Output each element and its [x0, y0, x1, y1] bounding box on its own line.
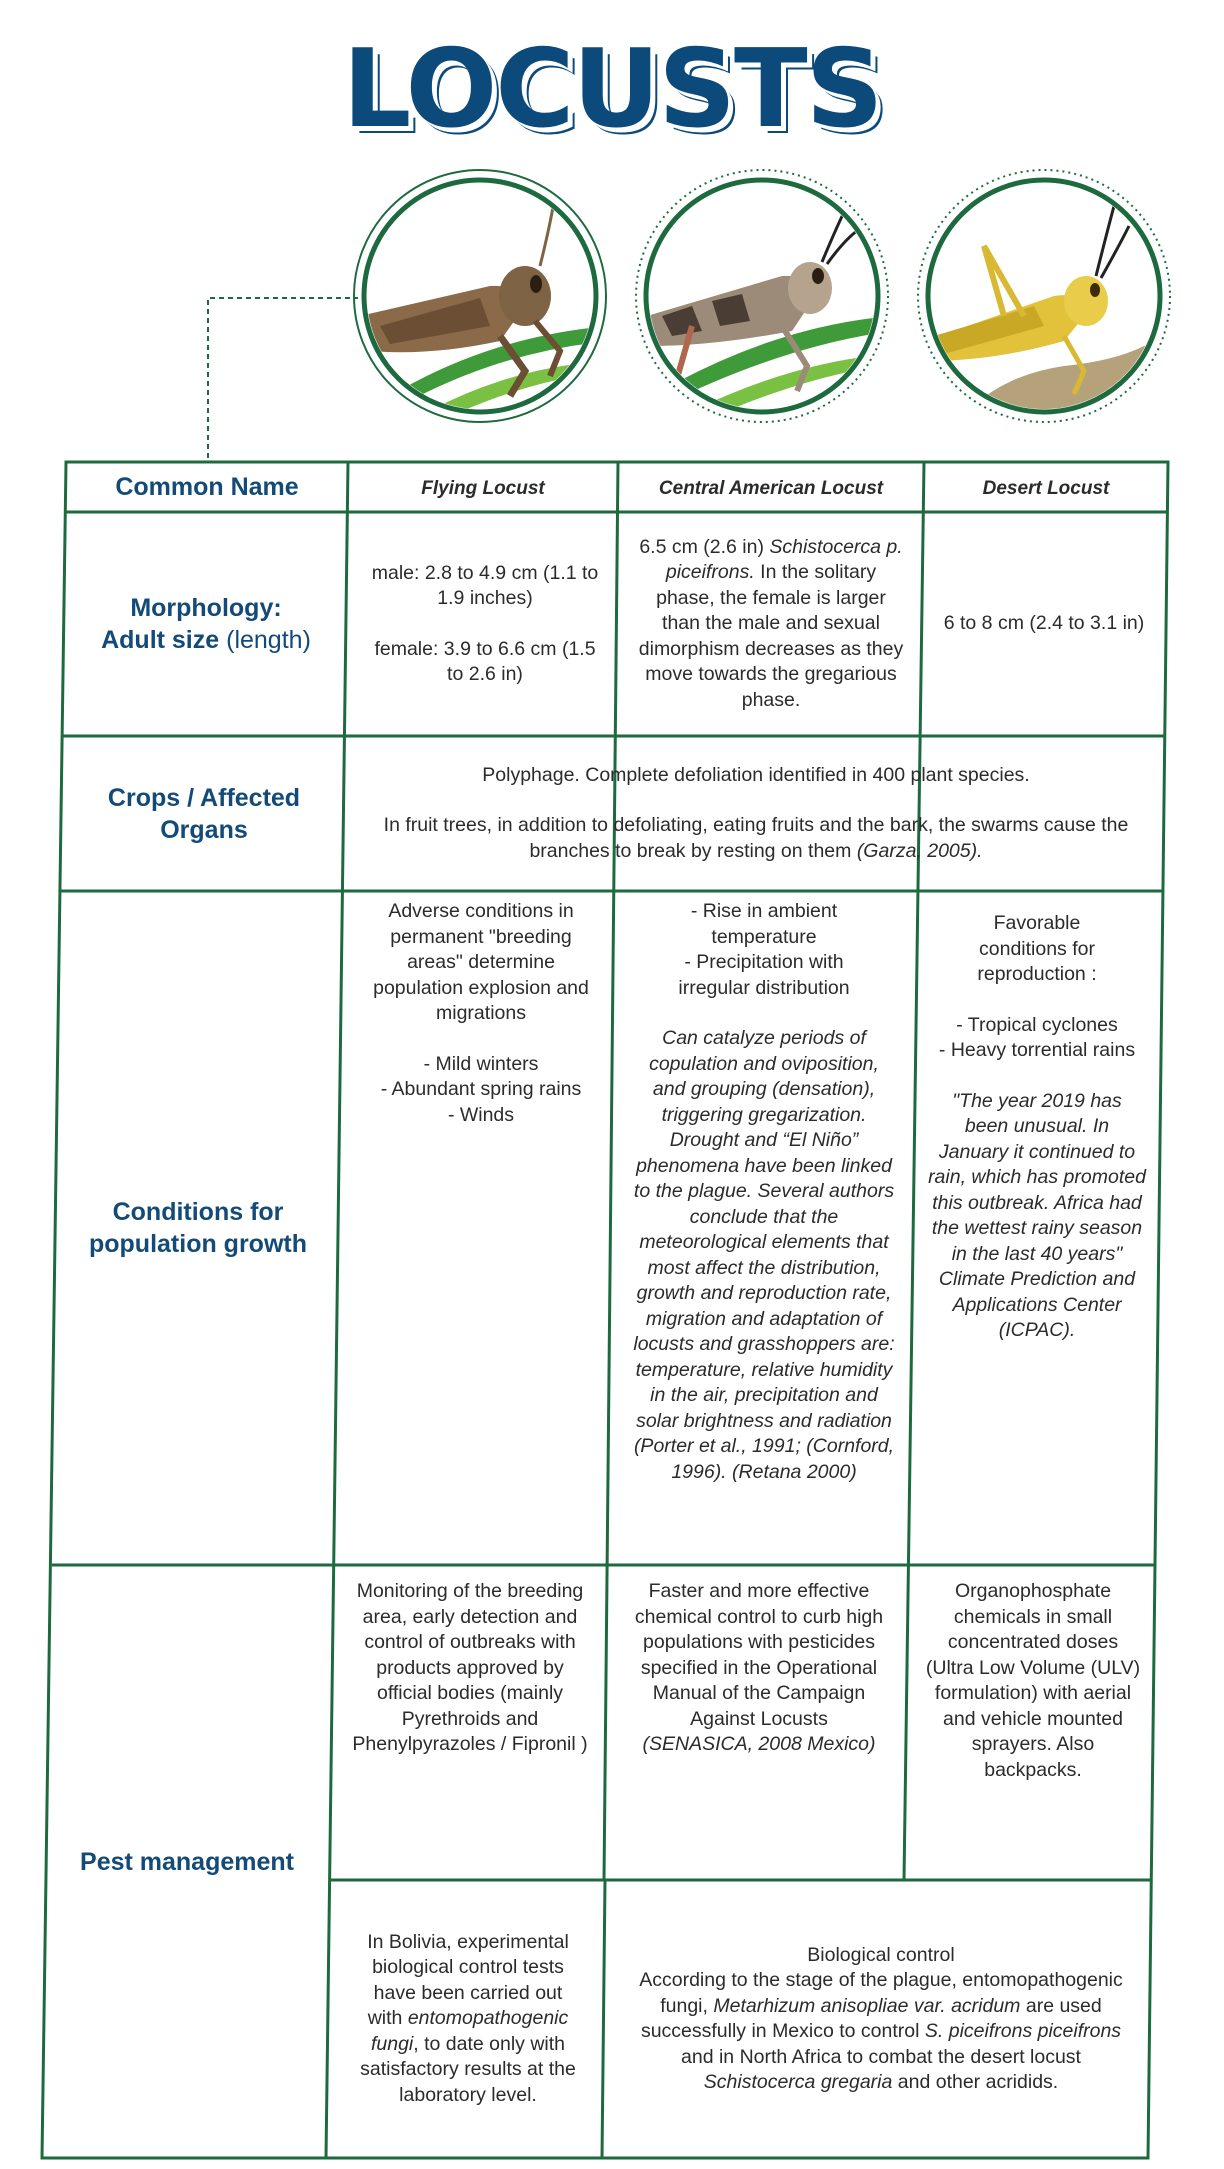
pest-bio-title: Biological control — [807, 1943, 955, 1966]
pest-flying: Monitoring of the breeding area, early detection and control of outbreaks with products approved by official bodies (mainly Pyrethroids and Phenylpyrazoles / Fipronil ) — [352, 1580, 588, 1755]
pest-desert: Organophosphate chemicals in small concentrated doses (Ultra Low Volume (ULV) formulation) with aerial and vehicle mounted sprayers. Also backpacks. — [925, 1580, 1141, 1781]
header-central-american-locust: Central American Locust — [658, 478, 884, 499]
conditions-desert-list: - Tropical cyclones - Heavy torrential rains — [938, 1013, 1136, 1061]
morphology-label-length: (length) — [226, 626, 311, 654]
morphology-flying-male: male: 2.8 to 4.9 cm (1.1 to 1.9 inches) — [371, 561, 599, 609]
header-common-name: Common Name — [115, 473, 299, 501]
pest-bio-g: and other acridids. — [897, 2071, 1059, 2093]
morphology-label-main: Morphology: — [130, 594, 282, 622]
crops-description — [350, 738, 1162, 889]
pest-bolivia — [340, 1882, 596, 2156]
pest-bio-c: are used successfully in Mexico to control — [640, 1994, 1102, 2042]
pest-central-text: Faster and more effective chemical control to curb high populations with pesticides specified in the Operational Manual of the Campaign Against Locusts — [634, 1580, 884, 1730]
morphology-central-species: Schistocerca p. piceifrons. — [665, 535, 903, 584]
pest-central — [616, 1567, 902, 1878]
header-flying-locust: Flying Locust — [421, 478, 545, 499]
conditions-central-note: Can catalyze periods of copulation and oviposition, and grouping (densation), triggering gregarization. Drought and “El Niño” phenomena have been linked to the plague. Several authors conclude that the meteorological elements that most affect the distribution, growth and reproduction rate, migration and adaptation of locusts and grasshoppers are: temperature, relative humidity in the air, precipitation and solar brightness and radiation (Porter et al., 1991; (Cornford, 1996). (Retana 2000) — [633, 1027, 895, 1483]
crops-line-1: Polyphage. Complete defoliation identified in 400 plant species. — [482, 763, 1030, 786]
crops-line-2: In fruit trees, in addition to defoliating, eating fruits and the bark, the swarms cause the branches to break by resting on them — [383, 814, 1129, 862]
conditions-desert-intro: Favorable conditions for reproduction : — [977, 912, 1097, 985]
pest-bolivia-c: , to date only with satisfactory results at the laboratory level. — [360, 2032, 576, 2106]
pest-bio-e: and in North Africa to combat the desert locust — [681, 2045, 1081, 2068]
morphology-flying-female: female: 3.9 to 6.6 cm (1.5 to 2.6 in) — [374, 637, 596, 685]
row-label-pest-management: Pest management — [80, 1847, 294, 1876]
row-label-crops: Crops / Affected Organs — [107, 783, 301, 844]
morphology-central-rest: In the solitary phase, the female is larger than the male and sexual dimorphism decreases as they move towards the gregarious phase. — [638, 561, 904, 711]
morphology-desert: 6 to 8 cm (2.4 to 3.1 in) — [943, 612, 1145, 635]
pest-bio-b: Metarhizum anisopliae var. acridum — [713, 1994, 1021, 2017]
pest-bio-a: According to the stage of the plague, entomopathogenic fungi, — [639, 1969, 1123, 2017]
morphology-central — [626, 514, 916, 734]
morphology-flying — [360, 514, 610, 734]
conditions-central — [622, 893, 906, 1563]
conditions-desert-quote: "The year 2019 has been unusual. In January it continued to rain, which has promoted this outbreak. Africa had the wettest rainy season in the last 40 years" Climate Prediction and Applications Center (ICPAC). — [928, 1089, 1146, 1341]
conditions-flying-intro: Adverse conditions in permanent "breeding areas" determine population explosion and migrations — [373, 900, 589, 1024]
row-label-morphology — [66, 514, 346, 734]
header-desert-locust: Desert Locust — [982, 478, 1110, 499]
row-label-conditions: Conditions for population growth — [88, 1198, 307, 1258]
conditions-flying-list: - Mild winters - Abundant spring rains - Winds — [380, 1052, 582, 1126]
conditions-desert — [918, 893, 1156, 1563]
conditions-central-list: - Rise in ambient temperature - Precipitation with irregular distribution — [678, 900, 850, 999]
crops-citation: (Garza, 2005). — [856, 839, 983, 862]
pest-bolivia-a: In Bolivia, experimental biological control tests have been carried out with — [367, 1930, 569, 2030]
pest-bio-d: S. piceifrons piceifrons — [924, 2020, 1122, 2042]
conditions-flying — [354, 893, 608, 1563]
morphology-central-size: 6.5 cm (2.6 in) — [639, 535, 764, 558]
pest-bolivia-b: entomopathogenic fungi — [370, 2007, 569, 2055]
pest-bio-f: Schistocerca gregaria — [703, 2071, 893, 2093]
pest-central-citation: (SENASICA, 2008 Mexico) — [642, 1733, 876, 1755]
morphology-label-adult: Adult size — [101, 626, 220, 654]
pest-biological-control — [612, 1882, 1150, 2156]
page-title: LOCUSTS — [342, 27, 882, 152]
